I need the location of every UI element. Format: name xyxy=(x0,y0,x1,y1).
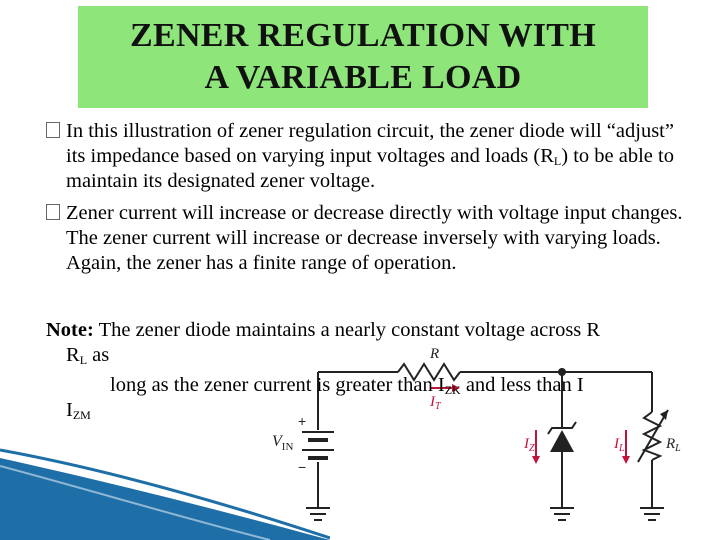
note-block: Note: The zener diode maintains a nearly constant voltage across R $R_L$ as xyxy=(46,319,601,367)
bullet-item-2 xyxy=(46,201,696,276)
bullet-item-1 xyxy=(46,119,696,194)
title-line-1: ZENER REGULATION WITH xyxy=(129,17,597,54)
note-label-text: Note: xyxy=(46,319,94,341)
minus-label: − xyxy=(298,459,307,475)
note-izm-line: $I_{ZM}$ xyxy=(66,399,91,422)
checkbox-bullet-icon xyxy=(46,204,60,220)
rl-label: $R_L$ xyxy=(666,436,681,454)
iz-label: $I_Z$ xyxy=(524,436,535,454)
bullet-2-text: Zener current will increase or decrease directly with voltage input changes. The zener current will increase or decrease inversely with varying loads. Again, the zener has a finite range of operation. xyxy=(66,202,683,274)
resistor-label: R xyxy=(430,346,440,362)
bullet-1-text: In this illustration of zener regulation circuit, the zener diode will “adjust” its impedance based on varying input voltages and loads $(R_L)$ to be able to maintain its designated zener voltage. xyxy=(66,120,674,192)
il-label: $I_L$ xyxy=(614,436,625,454)
note-line-1: The zener diode maintains a nearly constant voltage across R xyxy=(98,319,601,341)
note-line-3-overlay: long as the zener current is greater than $I_{ZK}$ and less than I xyxy=(110,374,584,397)
title-line-2: A VARIABLE LOAD xyxy=(204,59,522,96)
it-label: $I_T$ xyxy=(430,394,441,412)
title-banner xyxy=(78,6,648,108)
vin-label: $V_{IN}$ xyxy=(272,433,294,453)
plus-label: + xyxy=(298,413,307,429)
zener-circuit-diagram xyxy=(0,330,720,540)
note-rl: $R_L$ xyxy=(66,344,88,367)
checkbox-bullet-icon xyxy=(46,122,60,138)
